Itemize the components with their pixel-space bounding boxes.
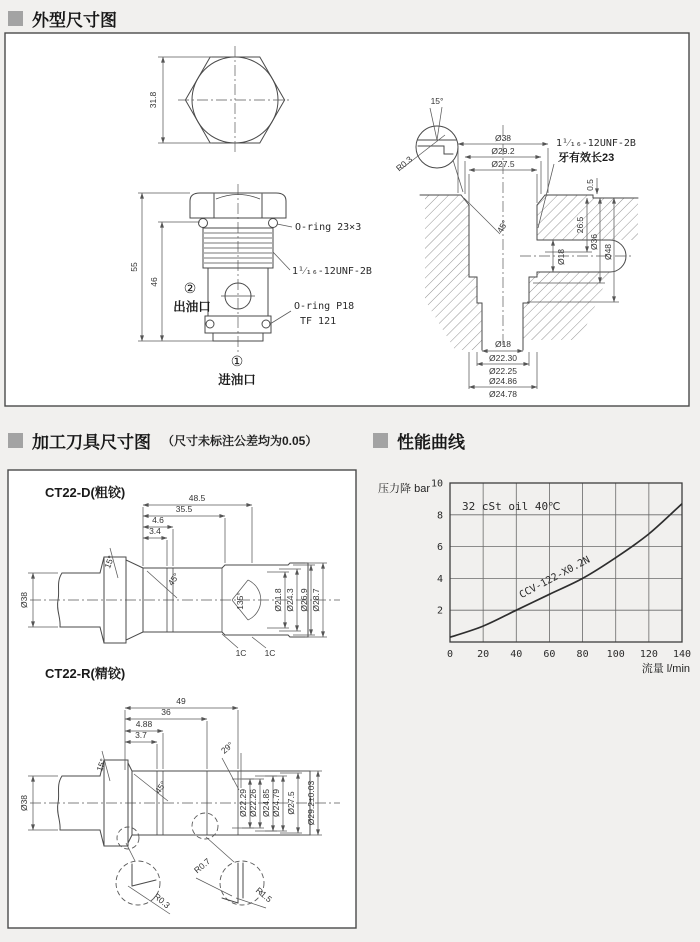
cavity-dim-36: Ø36 — [589, 233, 599, 251]
cavity-dia-18: Ø18 — [494, 339, 512, 349]
svg-text:6: 6 — [436, 542, 443, 554]
dim-total-length: 55 — [129, 262, 139, 272]
section-title-outline: 外型尺寸图 — [32, 11, 117, 30]
svg-text:80: 80 — [576, 649, 589, 660]
ct22r-dia-2229: Ø22.29 — [238, 789, 248, 817]
chart-curve-label: CCV-122-X0.2N — [517, 554, 592, 602]
ct22d-dia-269: Ø26.9 — [299, 588, 309, 612]
ct22d-len-355: 35.5 — [175, 504, 193, 514]
svg-text:2: 2 — [436, 605, 443, 617]
svg-text:4: 4 — [436, 573, 443, 585]
ct22d-name: CT22-D(粗铰) — [45, 485, 126, 500]
cavity-thread-length-note: 牙有效长23 — [558, 152, 615, 164]
ct22r-dia-38: Ø38 — [19, 794, 29, 812]
ct22r-len-37: 3.7 — [135, 730, 147, 740]
cavity-radius-03: R0.3 — [393, 154, 415, 174]
ct22d-angle-45: 45° — [165, 571, 182, 588]
chart-oil-annotation: 32 cSt oil 40℃ — [462, 500, 561, 513]
dim-hex-across-flats: 31.8 — [148, 91, 158, 109]
cavity-angle-45: 45° — [494, 218, 510, 235]
svg-text:120: 120 — [639, 649, 658, 660]
svg-text:20: 20 — [477, 649, 490, 660]
ct22d-len-46: 4.6 — [152, 515, 164, 525]
dim-thread-length: 46 — [149, 277, 159, 287]
chart-x-axis-label: 流量 l/min — [641, 663, 690, 675]
section-title-performance: 性能曲线 — [397, 433, 465, 452]
ct22d-len-34: 3.4 — [149, 526, 161, 536]
section-title-tooling: 加工刀具尺寸图 — [32, 433, 151, 452]
cavity-dia-38: Ø38 — [494, 133, 512, 143]
svg-text:60: 60 — [543, 649, 556, 660]
label-thread-spec: 1¹⁄₁₆-12UNF-2B — [292, 266, 372, 277]
svg-text:0: 0 — [446, 649, 454, 660]
svg-text:140: 140 — [672, 649, 692, 660]
port1-label: 进油口 — [218, 373, 256, 387]
cavity-dia-18-side: Ø18 — [556, 248, 566, 266]
ct22r-len-36: 36 — [161, 707, 171, 717]
cavity-dia-292: Ø29.2 — [491, 146, 515, 156]
ct22d-angle-15: 15° — [102, 554, 117, 570]
svg-text:8: 8 — [436, 510, 443, 522]
ct22d-dia-38: Ø38 — [19, 591, 29, 609]
tooling-tolerance-note: （尺寸未标注公差均为0.05） — [162, 434, 318, 448]
ct22r-dia-2226: Ø22.26 — [248, 789, 258, 817]
ct22d-dia-218: Ø21.8 — [273, 588, 283, 612]
port1-symbol: ① — [230, 353, 244, 369]
ct22r-radius-07: R0.7 — [191, 856, 213, 876]
ct22r-angle-45: 45° — [152, 779, 169, 796]
cavity-dia-2478: Ø24.78 — [489, 389, 517, 399]
ct22r-name: CT22-R(精铰) — [45, 666, 126, 681]
ct22r-dia-292: Ø29.2±0.03 — [306, 780, 316, 826]
ct22r-radius-03: R0.3 — [151, 891, 173, 911]
ct22d-chamfer-1: 1C — [235, 648, 247, 658]
ct22r-len-49: 49 — [176, 696, 186, 706]
chart-y-axis-label: 压力降 bar — [378, 483, 430, 495]
cavity-dim-05: 0.5 — [585, 179, 595, 191]
svg-text:100: 100 — [606, 649, 625, 660]
ct22d-angle-135: 135° — [235, 592, 245, 610]
ct22r-dia-2485: Ø24.85 — [261, 789, 271, 817]
port2-label: 出油口 — [173, 300, 211, 314]
cavity-dim-265: 26.5 — [575, 216, 585, 234]
cavity-dim-48: Ø48 — [603, 243, 613, 261]
cavity-dia-2230: Ø22.30 — [489, 353, 517, 363]
ct22r-dia-275: Ø27.5 — [286, 791, 296, 815]
ct22d-len-485: 48.5 — [188, 493, 206, 503]
ct22r-angle-15: 15° — [94, 757, 109, 773]
ct22d-dia-287: Ø28.7 — [311, 588, 321, 612]
cavity-dia-2225: Ø22.25 — [489, 366, 517, 376]
ct22r-len-488: 4.88 — [135, 719, 153, 729]
label-oring-top: O-ring 23×3 — [295, 222, 362, 233]
svg-text:40: 40 — [510, 649, 523, 660]
label-oring-bottom: O-ring P18 — [294, 301, 355, 312]
ct22d-chamfer-2: 1C — [264, 648, 276, 658]
port2-symbol: ② — [183, 280, 197, 296]
ct22r-angle-29: 29° — [218, 739, 236, 756]
label-oring-bottom-code: TF 121 — [300, 316, 337, 327]
ct22d-dia-243: Ø24.3 — [285, 588, 295, 612]
cavity-dia-2486: Ø24.86 — [489, 376, 517, 386]
ct22r-dia-2479: Ø24.79 — [271, 789, 281, 817]
cavity-dia-275: Ø27.5 — [491, 159, 515, 169]
svg-text:10: 10 — [430, 478, 443, 490]
ct22r-radius-15: R1.5 — [253, 885, 275, 905]
cavity-thread-spec: 1¹⁄₁₆-12UNF-2B — [556, 138, 636, 149]
cavity-angle-15: 15° — [430, 96, 444, 106]
